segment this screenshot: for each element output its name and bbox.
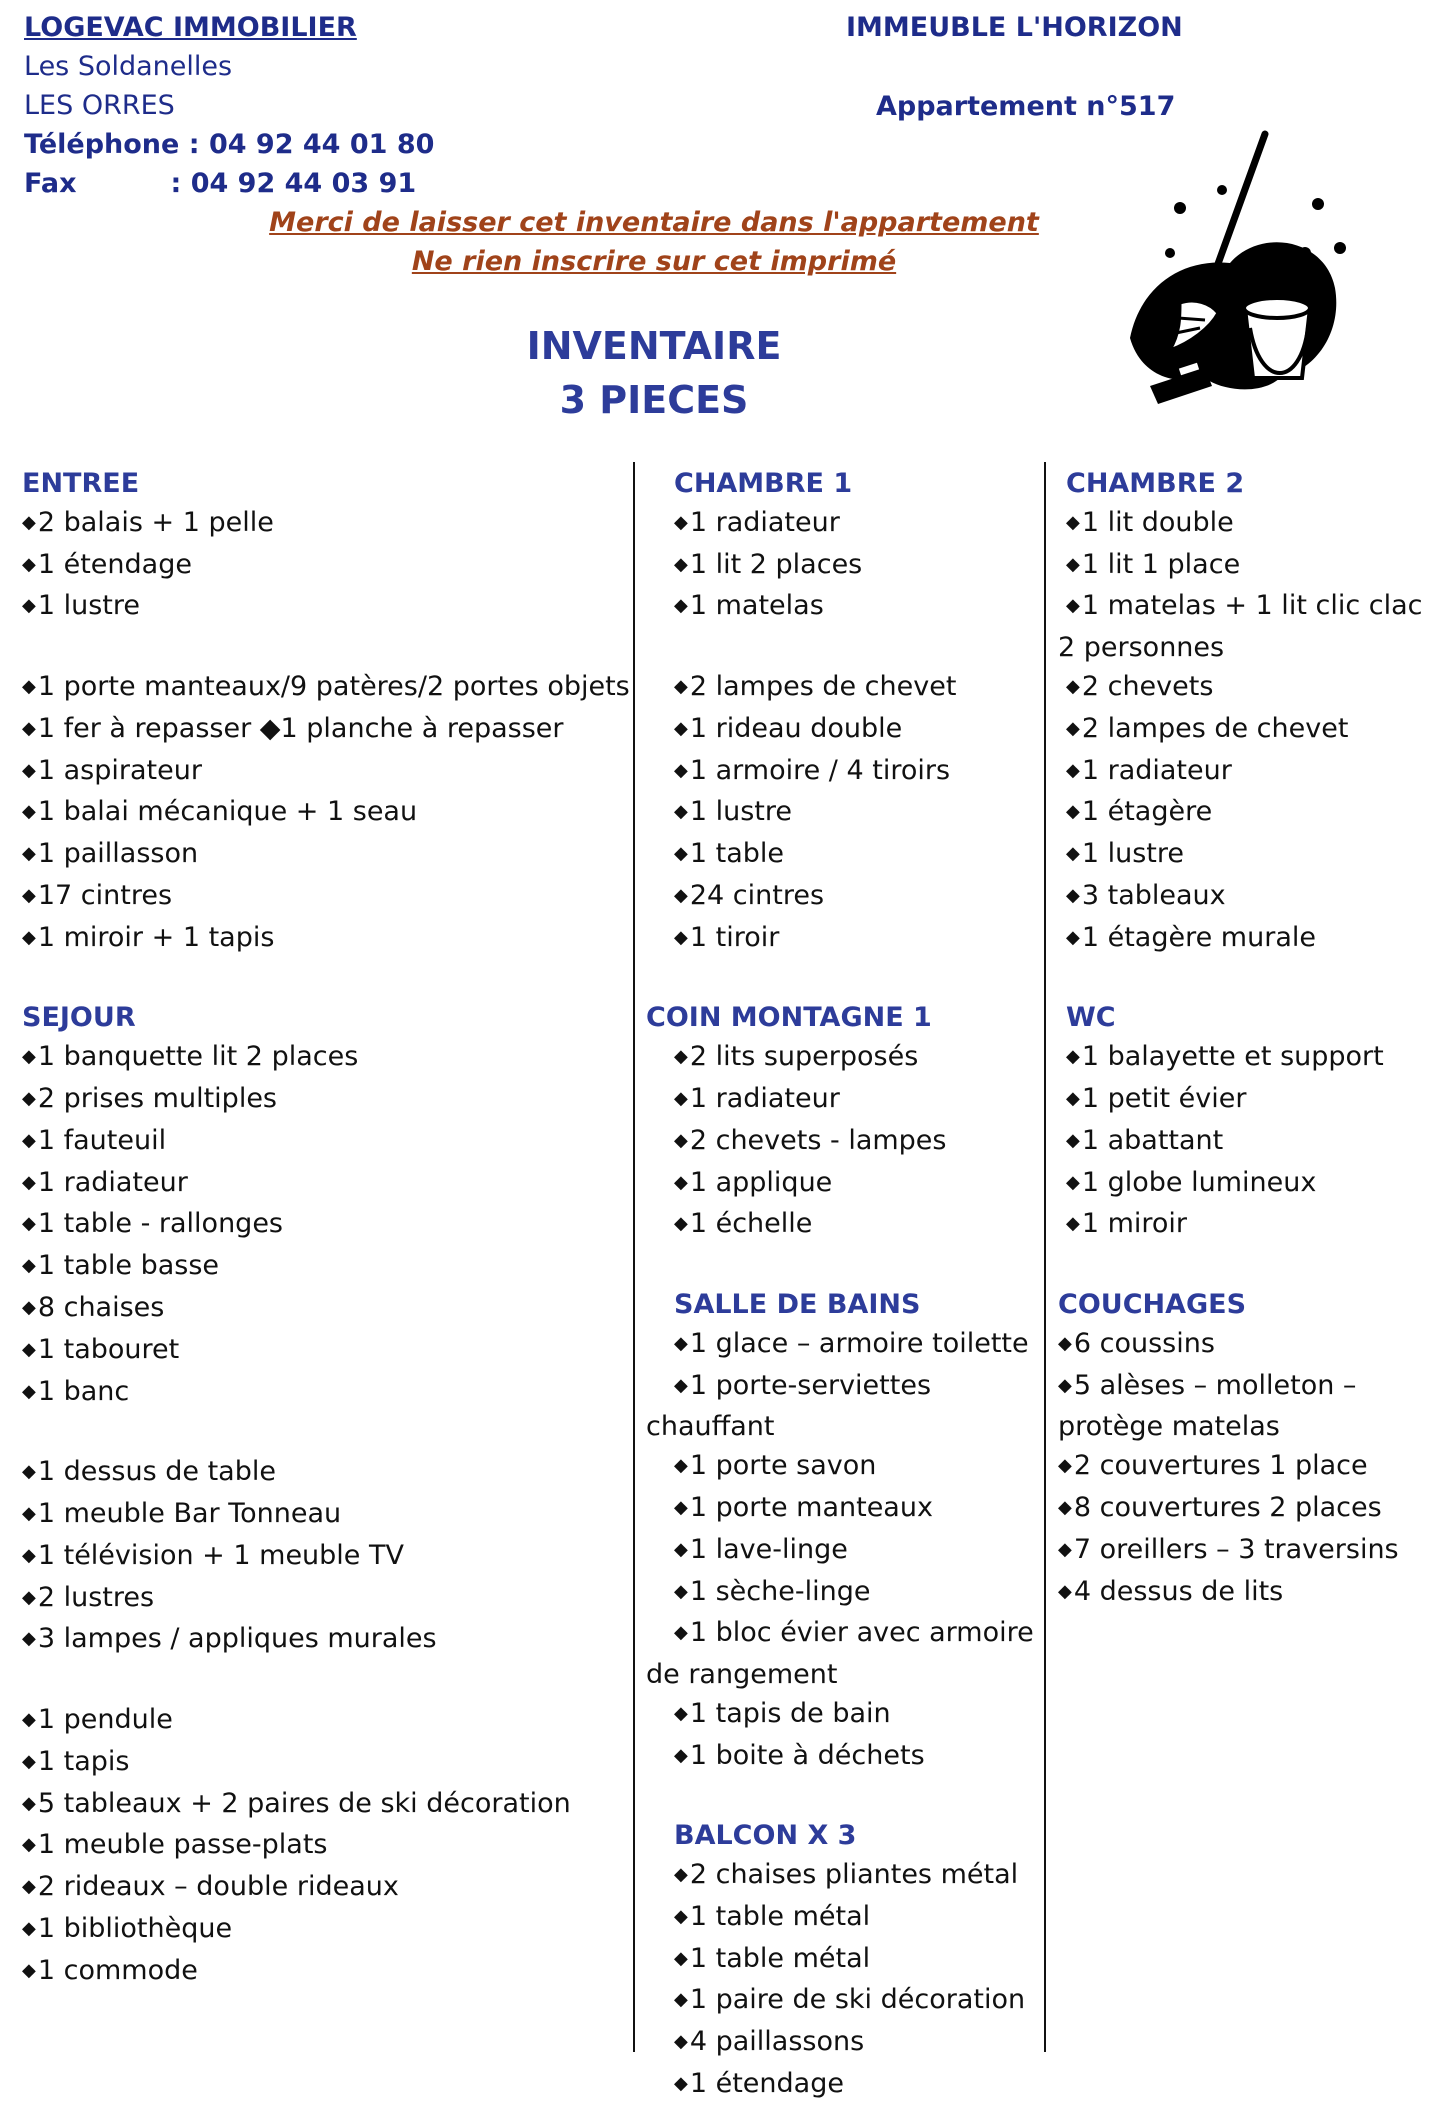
inventory-item <box>1058 1080 1438 1122</box>
item-label: protège matelas <box>1058 1411 1280 1443</box>
item-label: 1 miroir + 1 tapis <box>37 921 275 953</box>
inventory-item <box>1058 1325 1438 1367</box>
inventory-item <box>22 752 632 794</box>
item-label: 1 table <box>689 838 784 870</box>
document-subtitle: 3 PIECES <box>559 378 749 422</box>
bullet-diamond-icon: ◆ <box>1058 1374 1072 1396</box>
inventory-item <box>22 710 632 752</box>
column-divider-1 <box>633 462 635 2052</box>
bullet-diamond-icon: ◆ <box>674 1496 688 1518</box>
inventory-item <box>22 877 632 919</box>
item-label: 3 lampes / appliques murales <box>37 1623 437 1655</box>
inventory-item <box>646 919 1036 961</box>
section-heading: BALCON X 3 <box>674 1820 857 1852</box>
bullet-diamond-icon: ◆ <box>22 1834 36 1856</box>
bullet-diamond-icon: ◆ <box>674 553 688 575</box>
item-label: 1 bloc évier avec armoire <box>689 1617 1034 1649</box>
item-label: 1 armoire / 4 tiroirs <box>689 754 951 786</box>
item-label: 2 balais + 1 pelle <box>37 506 274 538</box>
bullet-diamond-icon: ◆ <box>22 1461 36 1483</box>
inventory-item <box>1058 1447 1438 1489</box>
bullet-diamond-icon: ◆ <box>1066 1046 1080 1068</box>
bullet-diamond-icon: ◆ <box>674 1538 688 1560</box>
inventory-item <box>1058 835 1438 877</box>
bullet-diamond-icon: ◆ <box>22 843 36 865</box>
item-label: 1 boite à déchets <box>689 1739 925 1771</box>
item-label: 1 bibliothèque <box>37 1912 233 1944</box>
inventory-item <box>1058 1122 1438 1164</box>
bullet-diamond-icon: ◆ <box>22 759 36 781</box>
item-label: 1 aspirateur <box>37 754 202 786</box>
bullet-diamond-icon: ◆ <box>674 717 688 739</box>
inventory-item <box>646 1367 1036 1409</box>
bullet-diamond-icon: ◆ <box>1058 1496 1072 1518</box>
inventory-item <box>22 1620 632 1662</box>
item-label: 1 étagère murale <box>1081 921 1316 953</box>
spacer <box>22 961 632 1000</box>
item-label: 1 tapis <box>37 1745 130 1777</box>
item-label: 1 radiateur <box>689 1082 840 1114</box>
bullet-diamond-icon: ◆ <box>22 1544 36 1566</box>
inventory-item <box>646 1531 1036 1573</box>
bullet-diamond-icon: ◆ <box>22 1917 36 1939</box>
inventory-item <box>646 1737 1036 1779</box>
item-label: 1 balayette et support <box>1081 1041 1384 1073</box>
inventory-item <box>22 1826 632 1868</box>
item-label: 6 coussins <box>1073 1327 1215 1359</box>
bullet-diamond-icon: ◆ <box>1066 801 1080 823</box>
item-label: 1 porte manteaux/9 patères/2 portes objets <box>37 670 630 702</box>
bullet-diamond-icon: ◆ <box>22 1502 36 1524</box>
bullet-diamond-icon: ◆ <box>674 1213 688 1235</box>
inventory-item <box>22 793 632 835</box>
bullet-diamond-icon: ◆ <box>22 1046 36 1068</box>
item-label: 1 lit 1 place <box>1081 548 1241 580</box>
inventory-item <box>646 1940 1036 1982</box>
item-label: 1 balai mécanique + 1 seau <box>37 796 418 828</box>
spacer <box>646 1247 1036 1286</box>
inventory-item <box>1058 504 1438 546</box>
company-name: LOGEVAC IMMOBILIER <box>24 12 357 43</box>
inventory-item <box>646 1447 1036 1489</box>
apartment-number: Appartement n°517 <box>876 91 1176 122</box>
bullet-diamond-icon: ◆ <box>674 1744 688 1766</box>
bullet-diamond-icon: ◆ <box>674 1129 688 1151</box>
item-label: 1 lit 2 places <box>689 548 863 580</box>
inventory-item <box>22 919 632 961</box>
section-heading: COUCHAGES <box>1058 1288 1247 1320</box>
item-label: 1 étendage <box>689 2068 844 2100</box>
inventory-item <box>646 1489 1036 1531</box>
bullet-diamond-icon: ◆ <box>22 1255 36 1277</box>
inventory-item <box>22 1952 632 1994</box>
item-label: 2 lampes de chevet <box>1081 712 1349 744</box>
bullet-diamond-icon: ◆ <box>22 926 36 948</box>
inventory-item <box>646 1573 1036 1615</box>
inventory-item <box>646 1408 1036 1447</box>
inventory-item <box>1058 546 1438 588</box>
bullet-diamond-icon: ◆ <box>22 1213 36 1235</box>
inventory-item <box>22 587 632 629</box>
inventory-item <box>646 877 1036 919</box>
inventory-item <box>646 2065 1036 2107</box>
bullet-diamond-icon: ◆ <box>22 595 36 617</box>
inventory-item <box>646 710 1036 752</box>
item-label: 1 dessus de table <box>37 1456 276 1488</box>
item-label: 2 chevets <box>1081 670 1214 702</box>
bullet-diamond-icon: ◆ <box>22 1129 36 1151</box>
item-label: 1 fer à repasser ◆1 planche à repasser <box>37 712 564 744</box>
bullet-diamond-icon: ◆ <box>22 1750 36 1772</box>
inventory-item <box>646 1981 1036 2023</box>
inventory-column-2 <box>646 465 1036 2107</box>
inventory-item <box>22 1038 632 1080</box>
bullet-diamond-icon: ◆ <box>674 1905 688 1927</box>
bullet-diamond-icon: ◆ <box>22 553 36 575</box>
spacer <box>646 1779 1036 1818</box>
address-line-1: Les Soldanelles <box>24 51 233 82</box>
item-label: chauffant <box>646 1411 775 1443</box>
item-label: 1 miroir <box>1081 1208 1188 1240</box>
notice-line-1: Merci de laisser cet inventaire dans l'appartement <box>269 207 1039 238</box>
section-heading: ENTREE <box>22 468 140 499</box>
item-label: 1 abattant <box>1081 1124 1224 1156</box>
inventory-item <box>22 1331 632 1373</box>
item-label: 1 échelle <box>689 1208 813 1240</box>
bullet-diamond-icon: ◆ <box>22 1380 36 1402</box>
bullet-diamond-icon: ◆ <box>1066 511 1080 533</box>
spacer <box>1058 1247 1438 1286</box>
item-label: 4 paillassons <box>689 2026 865 2058</box>
item-label: 1 paillasson <box>37 838 199 870</box>
building-name: IMMEUBLE L'HORIZON <box>846 12 1183 43</box>
bullet-diamond-icon: ◆ <box>674 1702 688 1724</box>
item-label: 1 radiateur <box>689 506 840 538</box>
column-divider-2 <box>1044 462 1046 2052</box>
bullet-diamond-icon: ◆ <box>1066 675 1080 697</box>
document-title: INVENTAIRE <box>526 324 782 368</box>
item-label: 1 table basse <box>37 1250 219 1282</box>
item-label: 2 chevets - lampes <box>689 1124 947 1156</box>
bullet-diamond-icon: ◆ <box>1066 595 1080 617</box>
bullet-diamond-icon: ◆ <box>22 717 36 739</box>
item-label: 1 radiateur <box>1081 754 1232 786</box>
item-label: 1 rideau double <box>689 712 903 744</box>
bullet-diamond-icon: ◆ <box>1066 1087 1080 1109</box>
bullet-diamond-icon: ◆ <box>674 1989 688 2011</box>
bullet-diamond-icon: ◆ <box>674 759 688 781</box>
item-label: 24 cintres <box>689 879 825 911</box>
item-label: 1 étagère <box>1081 796 1213 828</box>
bullet-diamond-icon: ◆ <box>22 1959 36 1981</box>
inventory-item <box>646 504 1036 546</box>
bullet-diamond-icon: ◆ <box>674 1580 688 1602</box>
inventory-item <box>22 1080 632 1122</box>
item-label: 2 chaises pliantes métal <box>689 1859 1019 1891</box>
bullet-diamond-icon: ◆ <box>674 2031 688 2053</box>
inventory-item <box>22 504 632 546</box>
item-label: 1 banquette lit 2 places <box>37 1041 359 1073</box>
item-label: 1 tabouret <box>37 1333 180 1365</box>
inventory-item <box>22 835 632 877</box>
bullet-diamond-icon: ◆ <box>674 801 688 823</box>
bullet-diamond-icon: ◆ <box>674 595 688 617</box>
item-label: 5 alèses – molleton – <box>1073 1369 1357 1401</box>
inventory-item <box>1058 668 1438 710</box>
bullet-diamond-icon: ◆ <box>1066 1129 1080 1151</box>
bullet-diamond-icon: ◆ <box>674 1171 688 1193</box>
spacer <box>22 629 632 668</box>
item-label: 1 tapis de bain <box>689 1697 891 1729</box>
inventory-item <box>1058 1205 1438 1247</box>
bullet-diamond-icon: ◆ <box>22 1171 36 1193</box>
item-label: 2 personnes <box>1058 632 1225 664</box>
inventory-item <box>1058 629 1438 668</box>
inventory-item <box>646 1122 1036 1164</box>
bullet-diamond-icon: ◆ <box>674 1947 688 1969</box>
bullet-diamond-icon: ◆ <box>22 1087 36 1109</box>
inventory-item <box>22 1537 632 1579</box>
item-label: 1 porte manteaux <box>689 1491 933 1523</box>
section-heading: CHAMBRE 1 <box>674 468 853 499</box>
item-label: 1 lustre <box>1081 838 1184 870</box>
inventory-item <box>646 1038 1036 1080</box>
bullet-diamond-icon: ◆ <box>1066 1171 1080 1193</box>
item-label: 17 cintres <box>37 879 173 911</box>
inventory-item <box>1058 1164 1438 1206</box>
item-label: 1 banc <box>37 1375 130 1407</box>
inventory-item <box>646 1695 1036 1737</box>
inventory-item <box>646 2023 1036 2065</box>
inventory-item <box>22 1701 632 1743</box>
item-label: 1 matelas + 1 lit clic clac <box>1081 590 1423 622</box>
inventory-item <box>646 1080 1036 1122</box>
inventory-item <box>22 1164 632 1206</box>
bullet-diamond-icon: ◆ <box>22 801 36 823</box>
bullet-diamond-icon: ◆ <box>1066 843 1080 865</box>
inventory-item <box>22 1373 632 1415</box>
company-block <box>24 8 434 203</box>
bullet-diamond-icon: ◆ <box>22 1586 36 1608</box>
item-label: de rangement <box>646 1659 838 1691</box>
address-line-2: LES ORRES <box>24 90 175 121</box>
item-label: 1 porte-serviettes <box>689 1369 932 1401</box>
item-label: 8 couvertures 2 places <box>1073 1491 1382 1523</box>
section-heading: WC <box>1066 1002 1116 1034</box>
inventory-item <box>22 1868 632 1910</box>
item-label: 1 fauteuil <box>37 1124 167 1156</box>
inventory-item <box>22 1122 632 1164</box>
inventory-item <box>1058 710 1438 752</box>
inventory-item <box>22 1579 632 1621</box>
item-label: 2 prises multiples <box>37 1082 277 1114</box>
inventory-item <box>646 1205 1036 1247</box>
item-label: 1 commode <box>37 1954 198 1986</box>
item-label: 1 meuble Bar Tonneau <box>37 1497 342 1529</box>
inventory-item <box>646 752 1036 794</box>
bullet-diamond-icon: ◆ <box>1058 1580 1072 1602</box>
item-label: 1 petit évier <box>1081 1082 1247 1114</box>
item-label: 1 radiateur <box>37 1166 188 1198</box>
inventory-item <box>646 1164 1036 1206</box>
item-label: 7 oreillers – 3 traversins <box>1073 1533 1399 1565</box>
item-label: 8 chaises <box>37 1291 165 1323</box>
inventory-item <box>646 835 1036 877</box>
item-label: 4 dessus de lits <box>1073 1575 1284 1607</box>
item-label: 1 tiroir <box>689 921 780 953</box>
inventory-item <box>646 546 1036 588</box>
item-label: 1 lustre <box>37 590 140 622</box>
inventory-item <box>22 1453 632 1495</box>
bullet-diamond-icon: ◆ <box>1058 1538 1072 1560</box>
bullet-diamond-icon: ◆ <box>674 1374 688 1396</box>
bullet-diamond-icon: ◆ <box>1066 717 1080 739</box>
bullet-diamond-icon: ◆ <box>1058 1455 1072 1477</box>
bullet-diamond-icon: ◆ <box>22 1708 36 1730</box>
bullet-diamond-icon: ◆ <box>674 1455 688 1477</box>
bullet-diamond-icon: ◆ <box>22 1876 36 1898</box>
inventory-item <box>22 1247 632 1289</box>
item-label: 2 lits superposés <box>689 1041 919 1073</box>
item-label: 1 globe lumineux <box>1081 1166 1317 1198</box>
bullet-diamond-icon: ◆ <box>1066 759 1080 781</box>
bullet-diamond-icon: ◆ <box>674 1622 688 1644</box>
inventory-item <box>22 1205 632 1247</box>
bullet-diamond-icon: ◆ <box>674 926 688 948</box>
inventory-item <box>646 1656 1036 1695</box>
inventory-item <box>646 668 1036 710</box>
bullet-diamond-icon: ◆ <box>22 884 36 906</box>
item-label: 1 table métal <box>689 1942 871 1974</box>
inventory-item <box>646 1898 1036 1940</box>
bullet-diamond-icon: ◆ <box>22 1338 36 1360</box>
bullet-diamond-icon: ◆ <box>674 843 688 865</box>
bullet-diamond-icon: ◆ <box>22 511 36 533</box>
item-label: 2 lustres <box>37 1581 155 1613</box>
item-label: 1 télévision + 1 meuble TV <box>37 1539 404 1571</box>
section-heading: COIN MONTAGNE 1 <box>646 1002 932 1034</box>
inventory-item <box>646 793 1036 835</box>
item-label: 1 table - rallonges <box>37 1208 283 1240</box>
inventory-item <box>1058 919 1438 961</box>
inventory-item <box>1058 1408 1438 1447</box>
item-label: 1 étendage <box>37 548 192 580</box>
phone-number: Téléphone : 04 92 44 01 80 <box>24 129 435 160</box>
bullet-diamond-icon: ◆ <box>674 675 688 697</box>
inventory-item <box>1058 877 1438 919</box>
item-label: 1 lustre <box>689 796 792 828</box>
section-heading: SEJOUR <box>22 1002 136 1034</box>
item-label: 1 pendule <box>37 1703 173 1735</box>
item-label: 3 tableaux <box>1081 879 1226 911</box>
spacer <box>22 1662 632 1701</box>
bullet-diamond-icon: ◆ <box>674 1332 688 1354</box>
inventory-item <box>22 1910 632 1952</box>
bullet-diamond-icon: ◆ <box>22 1296 36 1318</box>
inventory-item <box>1058 1489 1438 1531</box>
section-heading: CHAMBRE 2 <box>1066 468 1245 499</box>
inventory-item <box>22 1743 632 1785</box>
item-label: 1 sèche-linge <box>689 1575 871 1607</box>
item-label: 1 lave-linge <box>689 1533 848 1565</box>
bullet-diamond-icon: ◆ <box>22 1628 36 1650</box>
bullet-diamond-icon: ◆ <box>1066 926 1080 948</box>
bullet-diamond-icon: ◆ <box>1066 884 1080 906</box>
bullet-diamond-icon: ◆ <box>22 675 36 697</box>
item-label: 2 rideaux – double rideaux <box>37 1871 399 1903</box>
item-label: 1 matelas <box>689 590 824 622</box>
inventory-item <box>1058 793 1438 835</box>
notice-line-2: Ne rien inscrire sur cet imprimé <box>411 246 897 277</box>
bullet-diamond-icon: ◆ <box>1058 1332 1072 1354</box>
section-heading: SALLE DE BAINS <box>674 1288 921 1320</box>
item-label: 1 meuble passe-plats <box>37 1829 328 1861</box>
item-label: 2 lampes de chevet <box>689 670 957 702</box>
inventory-item <box>22 1289 632 1331</box>
inventory-column-1 <box>22 465 632 1993</box>
bullet-diamond-icon: ◆ <box>674 2073 688 2095</box>
bullet-diamond-icon: ◆ <box>1066 1213 1080 1235</box>
inventory-item <box>646 1614 1036 1656</box>
bullet-diamond-icon: ◆ <box>674 1864 688 1886</box>
spacer <box>646 629 1036 668</box>
spacer <box>1058 961 1438 1000</box>
bullet-diamond-icon: ◆ <box>674 1046 688 1068</box>
bullet-diamond-icon: ◆ <box>674 511 688 533</box>
bullet-diamond-icon: ◆ <box>674 884 688 906</box>
fax-number: Fax : 04 92 44 03 91 <box>24 168 417 199</box>
bullet-diamond-icon: ◆ <box>22 1792 36 1814</box>
inventory-item <box>1058 1573 1438 1615</box>
cleaning-clipart-icon <box>1110 128 1350 418</box>
inventory-item <box>1058 752 1438 794</box>
inventory-item <box>1058 1367 1438 1409</box>
inventory-item <box>646 1856 1036 1898</box>
spacer <box>646 961 1036 1000</box>
inventory-item <box>22 546 632 588</box>
bullet-diamond-icon: ◆ <box>1066 553 1080 575</box>
inventory-item <box>1058 1038 1438 1080</box>
inventory-item <box>646 587 1036 629</box>
item-label: 1 lit double <box>1081 506 1234 538</box>
spacer <box>22 1414 632 1453</box>
bullet-diamond-icon: ◆ <box>674 1087 688 1109</box>
item-label: 1 applique <box>689 1166 833 1198</box>
inventory-item <box>22 1785 632 1827</box>
item-label: 1 paire de ski décoration <box>689 1984 1026 2016</box>
item-label: 2 couvertures 1 place <box>1073 1450 1368 1482</box>
inventory-item <box>22 668 632 710</box>
inventory-item <box>646 1325 1036 1367</box>
inventory-item <box>1058 587 1438 629</box>
inventory-item <box>1058 1531 1438 1573</box>
item-label: 1 glace – armoire toilette <box>689 1327 1029 1359</box>
item-label: 1 porte savon <box>689 1450 877 1482</box>
inventory-item <box>22 1495 632 1537</box>
item-label: 1 table métal <box>689 1900 871 1932</box>
item-label: 5 tableaux + 2 paires de ski décoration <box>37 1787 571 1819</box>
inventory-column-3 <box>1058 465 1438 1614</box>
